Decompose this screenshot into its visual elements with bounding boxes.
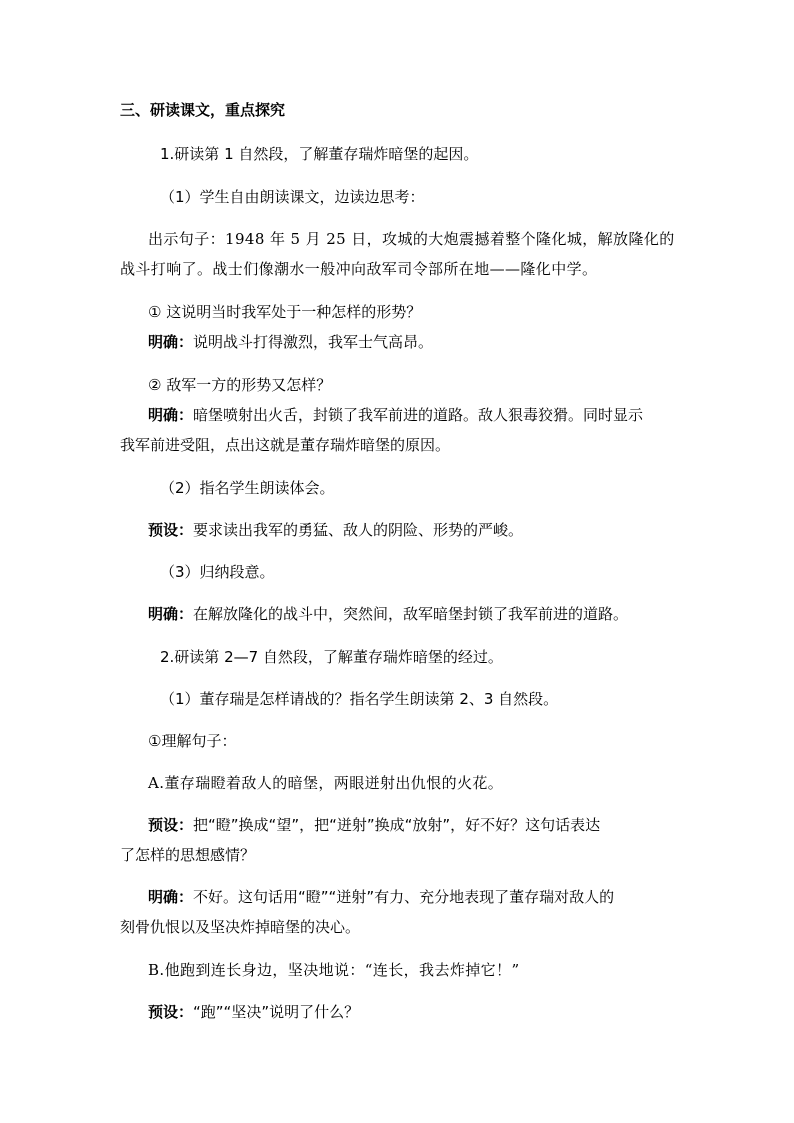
quote-line-2: 战斗打响了。战士们像潮水一般冲向敌军司令部所在地——隆化中学。 xyxy=(120,260,598,278)
step-1-3: （3）归纳段意。 xyxy=(160,563,275,581)
sentence-a: A.董存瑞瞪着敌人的暗堡，两眼迸射出仇恨的火花。 xyxy=(148,774,504,792)
step-1-1: （1）学生自由朗读课文，边读边思考： xyxy=(160,188,425,206)
preset-text: “跑”“坚决”说明了什么？ xyxy=(193,1003,360,1021)
answer-2-line-2: 我军前进受阻，点出这就是董存瑞炸暗堡的原因。 xyxy=(120,436,451,454)
section-heading: 三、研读课文，重点探究 xyxy=(120,101,286,119)
paragraph-1-heading: 1.研读第 1 自然段，了解董存瑞炸暗堡的起因。 xyxy=(160,145,479,163)
answer-label: 明确： xyxy=(148,888,194,906)
preset-text: 要求读出我军的勇猛、敌人的阴险、形势的严峻。 xyxy=(193,521,524,539)
step-1-2: （2）指名学生朗读体会。 xyxy=(160,479,335,497)
preset-text: 把“瞪”换成“望”，把“迸射”换成“放射”，好不好？这句话表达 xyxy=(193,816,601,834)
answer-a-line-2: 刻骨仇恨以及坚决炸掉暗堡的决心。 xyxy=(120,918,361,936)
preset-a-line-1 xyxy=(148,815,600,835)
answer-1 xyxy=(148,332,433,352)
preset-a-line-2: 了怎样的思想感情？ xyxy=(120,846,256,864)
question-2: ② 敌军一方的形势又怎样？ xyxy=(148,376,332,394)
sentence-b: B.他跑到连长身边，坚决地说：“连长，我去炸掉它！” xyxy=(148,961,520,979)
preset-2 xyxy=(148,520,523,540)
question-1: ① 这说明当时我军处于一种怎样的形势？ xyxy=(148,303,422,321)
answer-text: 在解放隆化的战斗中，突然间，敌军暗堡封锁了我军前进的道路。 xyxy=(193,605,629,623)
preset-b xyxy=(148,1002,359,1022)
preset-label: 预设： xyxy=(148,1003,194,1021)
paragraph-2-heading: 2.研读第 2—7 自然段，了解董存瑞炸暗堡的经过。 xyxy=(160,648,503,666)
understand-sentence-label: ①理解句子： xyxy=(148,732,237,750)
step-2-1: （1）董存瑞是怎样请战的？指名学生朗读第 2、3 自然段。 xyxy=(160,690,559,708)
answer-label: 明确： xyxy=(148,333,194,351)
quote-line-1: 出示句子：1948 年 5 月 25 日，攻城的大炮震撼着整个隆化城，解放隆化的 xyxy=(148,230,675,248)
answer-2-line-1 xyxy=(148,405,643,425)
answer-text: 暗堡喷射出火舌，封锁了我军前进的道路。敌人狠毒狡猾。同时显示 xyxy=(193,406,644,424)
answer-text: 不好。这句话用“瞪”“迸射”有力、充分地表现了董存瑞对敌人的 xyxy=(193,888,615,906)
preset-label: 预设： xyxy=(148,816,194,834)
answer-text: 说明战斗打得激烈，我军士气高昂。 xyxy=(193,333,434,351)
answer-label: 明确： xyxy=(148,605,194,623)
answer-3 xyxy=(148,604,628,624)
answer-label: 明确： xyxy=(148,406,194,424)
answer-a-line-1 xyxy=(148,887,614,907)
preset-label: 预设： xyxy=(148,521,194,539)
